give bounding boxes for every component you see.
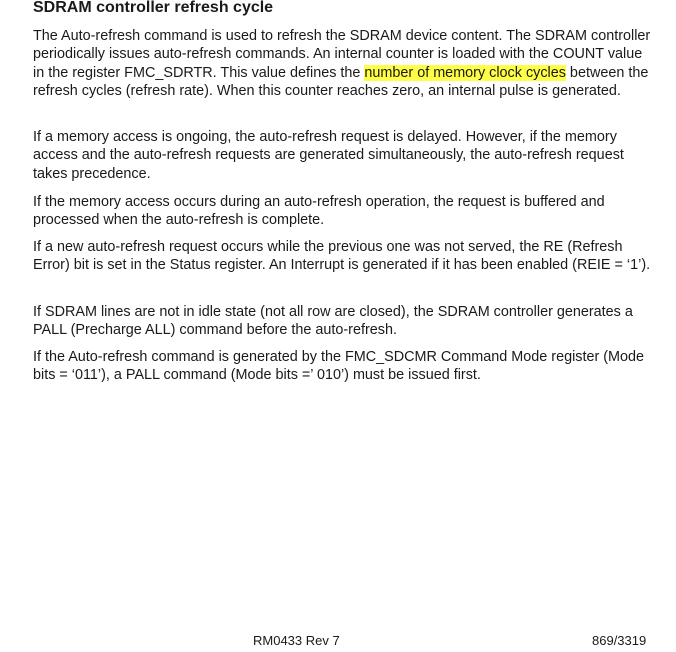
paragraph-text: The Auto-refresh command is used to refresh the SDRAM device content. The SDRAM controller periodically issues auto-refresh commands. An internal counter is loaded with the COUNT value in the register FMC_SDRTR. This value defines the [33, 28, 651, 81]
paragraph-refresh-error: If a new auto-refresh request occurs while the previous one was not served, the RE (Refresh Error) bit is set in the Status register. An Interrupt is generated if it has been enabled (REIE = ‘1’). [33, 239, 651, 274]
paragraph-auto-refresh-intro [33, 27, 653, 101]
paragraph-access-ongoing: If a memory access is ongoing, the auto-refresh request is delayed. However, if the memory access and the auto-refresh requests are generated simultaneously, the auto-refresh request takes precedence. [33, 129, 624, 182]
footer-page-number: 869/3319 [592, 633, 647, 648]
paragraph-access-during-refresh: If the memory access occurs during an auto-refresh operation, the request is buffered and processed when the auto-refresh is complete. [33, 194, 605, 229]
paragraph-precharge-all: If SDRAM lines are not in idle state (not all row are closed), the SDRAM controller generates a PALL (Precharge ALL) command before the auto-refresh. [33, 304, 633, 339]
highlighted-text: number of memory clock cycles [364, 64, 566, 81]
section-heading: SDRAM controller refresh cycle [33, 0, 274, 16]
footer-doc-reference: RM0433 Rev 7 [253, 633, 340, 648]
paragraph-command-mode: If the Auto-refresh command is generated by the FMC_SDCMR Command Mode register (Mode bits = ‘011’), a PALL command (Mode bits =’ 010’) must be issued first. [33, 349, 645, 384]
paragraph-text: between the refresh cycles (refresh rate). When this counter reaches zero, an internal pulse is generated. [33, 64, 649, 100]
